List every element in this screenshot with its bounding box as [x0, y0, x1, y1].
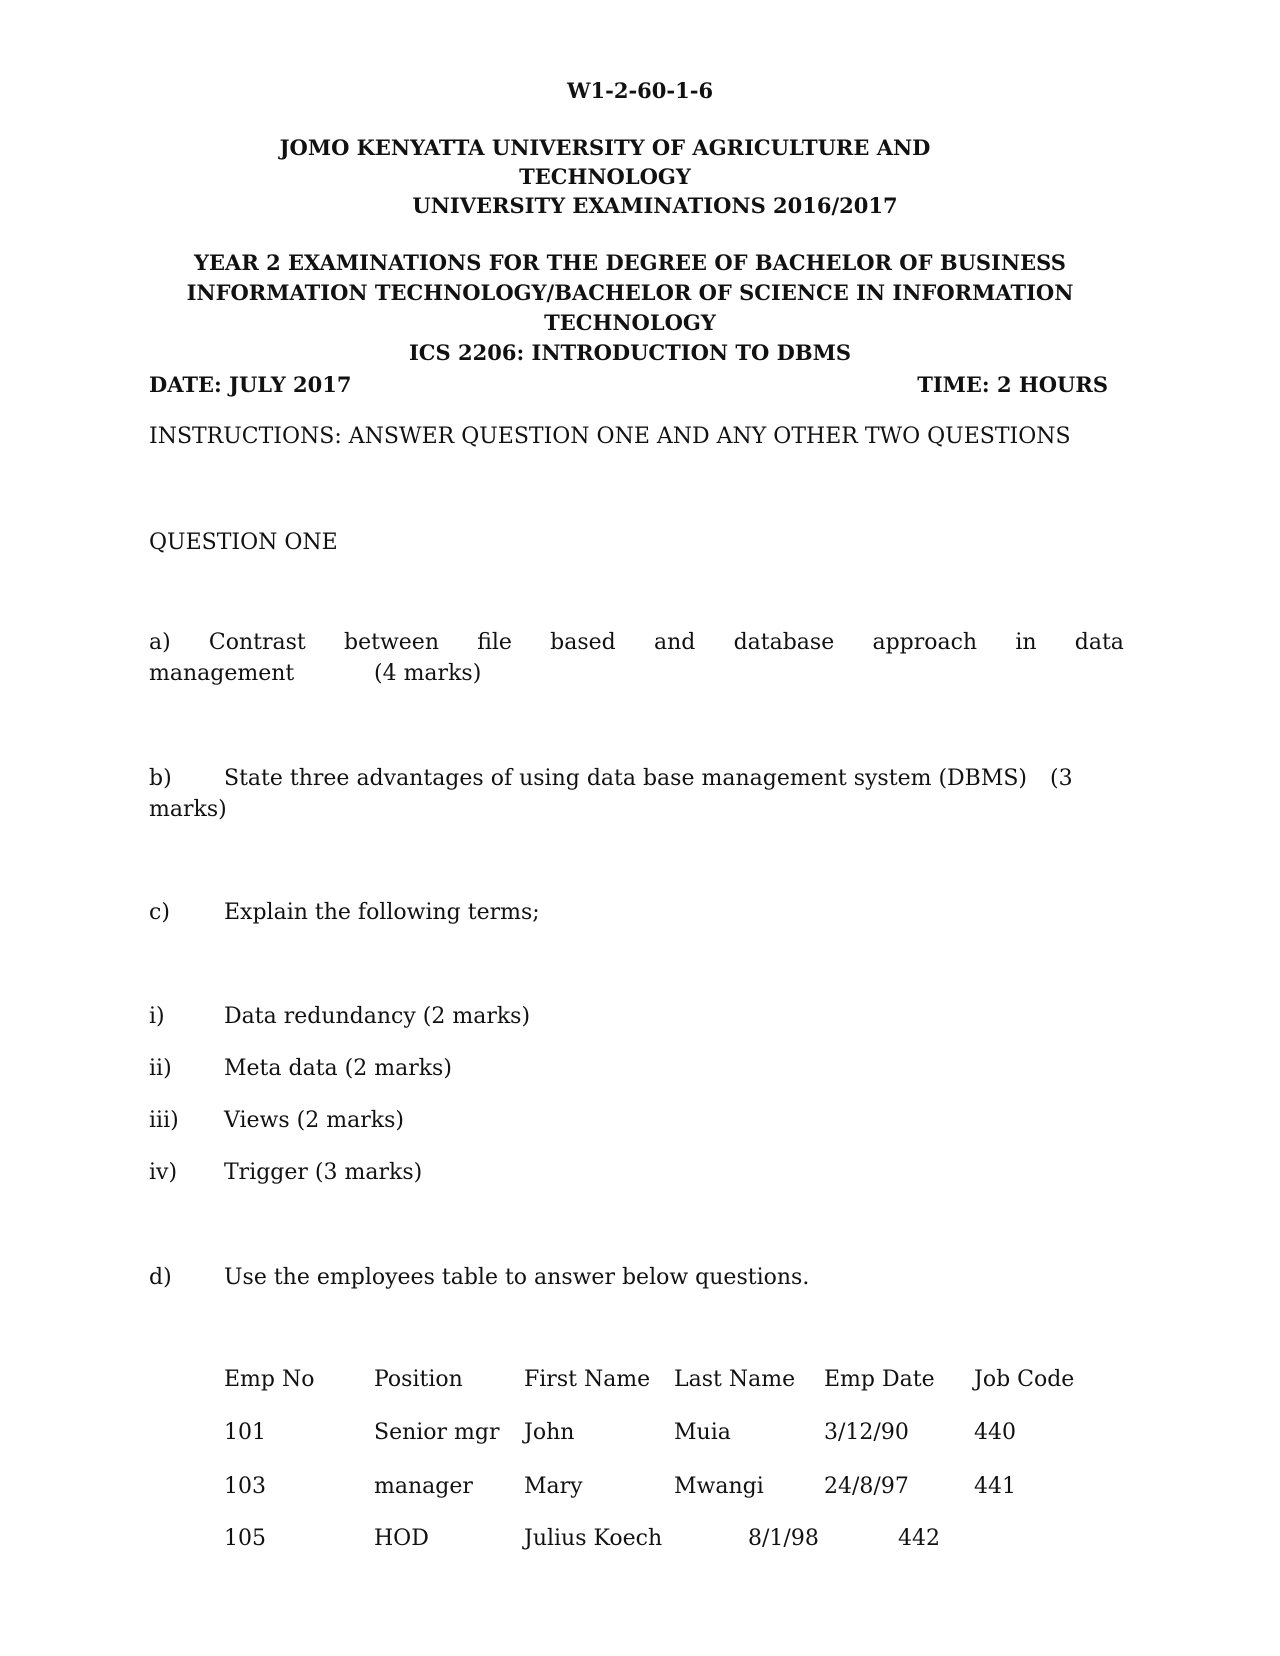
table-cell: Senior mgr [374, 1420, 500, 1445]
question-c-item-text: Views (2 marks) [224, 1108, 404, 1133]
question-d-label: d) [149, 1265, 172, 1290]
question-c-item-label: iv) [149, 1160, 178, 1185]
question-c-item-text: Data redundancy (2 marks) [224, 1004, 531, 1029]
question-a-word: Contrast [208, 630, 306, 655]
table-cell: 440 [974, 1420, 1016, 1445]
course-title: ICS 2206: INTRODUCTION TO DBMS [408, 340, 851, 365]
table-cell: manager [374, 1474, 473, 1499]
question-a-line2: management [149, 661, 295, 686]
question-c-text: Explain the following terms; [224, 900, 540, 925]
table-cell: Mary [524, 1474, 583, 1499]
university-name-line2: TECHNOLOGY [519, 164, 691, 189]
university-name-line1: JOMO KENYATTA UNIVERSITY OF AGRICULTURE AND [279, 135, 931, 160]
table-cell: HOD [374, 1526, 429, 1551]
table-cell: 105 [224, 1526, 266, 1551]
question-one-title: QUESTION ONE [149, 530, 338, 555]
exam-code: W1-2-60-1-6 [566, 78, 714, 103]
question-a-word: database [733, 630, 835, 655]
degree-line3: TECHNOLOGY [544, 310, 716, 335]
table-cell: Muia [674, 1420, 731, 1445]
table-header-cell: Emp Date [824, 1367, 935, 1392]
question-a-word: between [344, 630, 439, 655]
table-header-cell: Job Code [974, 1367, 1075, 1392]
table-cell: 442 [898, 1526, 940, 1551]
table-header-cell: Position [374, 1367, 463, 1392]
table-cell: 24/8/97 [824, 1474, 909, 1499]
table-cell: 101 [224, 1420, 266, 1445]
question-a-label: a) [149, 630, 171, 655]
question-b-text: State three advantages of using data base management system (DBMS) [224, 766, 1028, 791]
instructions: INSTRUCTIONS: ANSWER QUESTION ONE AND ANY OTHER TWO QUESTIONS [149, 424, 1071, 449]
table-header-cell: Last Name [674, 1367, 796, 1392]
question-c-item-label: ii) [149, 1056, 172, 1081]
question-c-item-text: Trigger (3 marks) [224, 1160, 423, 1185]
question-c-label: c) [149, 900, 170, 925]
question-a-word: data [1074, 630, 1124, 655]
question-c-item-text: Meta data (2 marks) [224, 1056, 452, 1081]
table-cell: Mwangi [674, 1474, 764, 1499]
question-c-item-label: iii) [149, 1108, 179, 1133]
question-a-line1 [149, 630, 1124, 655]
question-b-line2: marks) [149, 797, 227, 822]
table-cell: 103 [224, 1474, 266, 1499]
question-b-label: b) [149, 766, 172, 791]
table-cell: Julius Koech [524, 1526, 663, 1551]
question-a-word: approach [872, 630, 978, 655]
exam-session: UNIVERSITY EXAMINATIONS 2016/2017 [412, 193, 898, 218]
question-d-text: Use the employees table to answer below questions. [224, 1265, 810, 1290]
question-a-word: based [550, 630, 616, 655]
table-cell: 8/1/98 [748, 1526, 819, 1551]
exam-date: DATE: JULY 2017 [149, 372, 352, 397]
table-cell: John [524, 1420, 575, 1445]
question-b-marks: (3 [1050, 766, 1073, 791]
question-a-word: in [1015, 630, 1037, 655]
question-a-word: file [477, 630, 512, 655]
table-header-cell: Emp No [224, 1367, 315, 1392]
question-a-marks: (4 marks) [374, 661, 482, 686]
question-c-item-label: i) [149, 1004, 165, 1029]
table-header-cell: First Name [524, 1367, 651, 1392]
degree-line2: INFORMATION TECHNOLOGY/BACHELOR OF SCIENCE IN INFORMATION [186, 280, 1074, 305]
table-cell: 441 [974, 1474, 1016, 1499]
table-cell: 3/12/90 [824, 1420, 909, 1445]
degree-line1: YEAR 2 EXAMINATIONS FOR THE DEGREE OF BACHELOR OF BUSINESS [194, 250, 1066, 275]
exam-time: TIME: 2 HOURS [917, 372, 1108, 397]
question-a-word: and [653, 630, 696, 655]
